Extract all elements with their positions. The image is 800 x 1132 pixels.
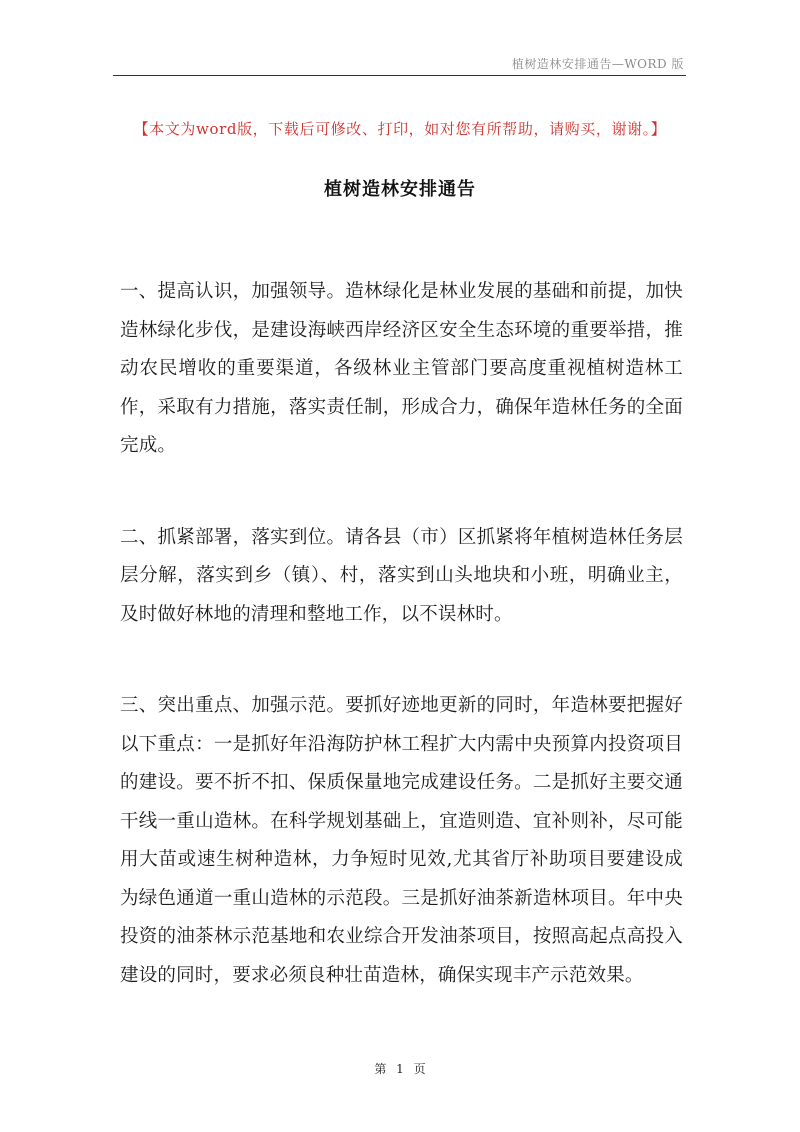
page-prefix: 第 — [374, 1062, 387, 1076]
page-number: 1 — [396, 1062, 404, 1076]
page-footer — [0, 1060, 800, 1077]
paragraph-2: 二、抓紧部署，落实到位。请各县（市）区抓紧将年植树造林任务层层分解，落实到乡（镇）、村，落实到山头地块和小班，明确业主，及时做好林地的清理和整地工作，以不误林时。 — [120, 526, 683, 625]
document-title: 植树造林安排通告 — [324, 179, 476, 200]
running-header: 植树造林安排通告—WORD 版 — [511, 57, 684, 71]
header-divider — [113, 75, 686, 76]
download-notice: 【本文为word版，下载后可修改、打印，如对您有所帮助，请购买，谢谢。】 — [133, 120, 667, 138]
document-body — [120, 273, 683, 1048]
paragraph-1: 一、提高认识，加强领导。造林绿化是林业发展的基础和前提，加快造林绿化步伐，是建设海峡西岸经济区安全生态环境的重要举措，推动农民增收的重要渠道，各级林业主管部门要高度重视植树造林工作，采取有力措施，落实责任制，形成合力，确保年造林任务的全面完成。 — [120, 281, 683, 456]
paragraph-3: 三、突出重点、加强示范。要抓好迹地更新的同时，年造林要把握好以下重点：一是抓好年沿海防护林工程扩大内需中央预算内投资项目的建设。要不折不扣、保质保量地完成建设任务。二是抓好主要交通干线一重山造林。在科学规划基础上，宜造则造、宜补则补，尽可能用大苗或速生树种造林，力争短时见效,尤其省厅补助项目要建设成为绿色通道一重山造林的示范段。三是抓好油茶新造林项目。年中央投资的油茶林示范基地和农业综合开发油茶项目，按照高起点高投入建设的同时，要求必须良种壮苗造林，确保实现丰产示范效果。 — [120, 695, 683, 986]
page-suffix: 页 — [413, 1062, 426, 1076]
